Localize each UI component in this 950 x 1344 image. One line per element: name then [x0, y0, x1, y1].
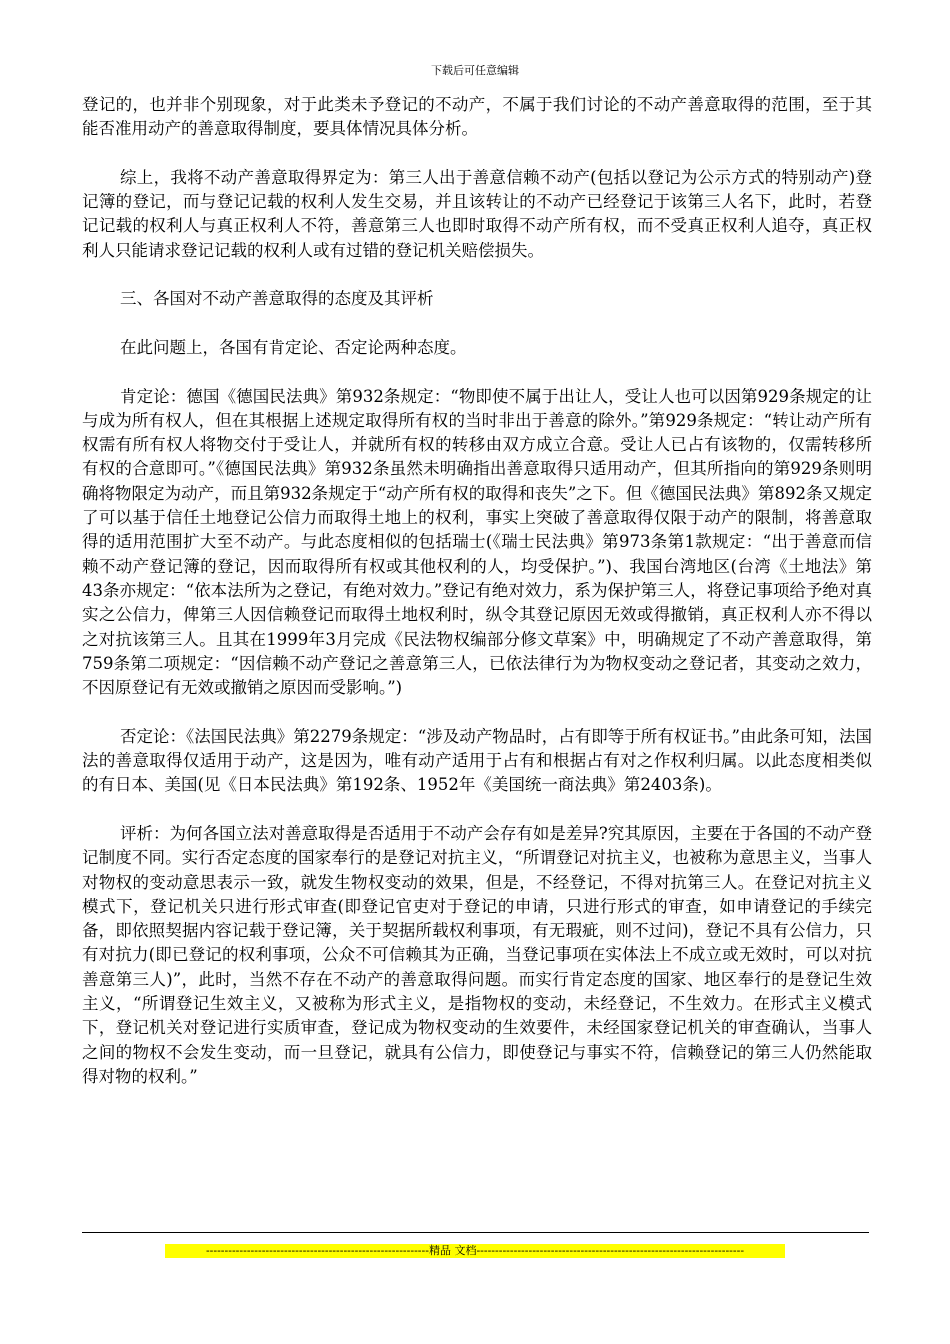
footer-banner: ------------------------------------------------------------精品 文档------------------------------------------------------------------------ [165, 1244, 785, 1258]
paragraph-intro: 在此问题上，各国有肯定论、否定论两种态度。 [120, 337, 467, 357]
paragraph-affirmative: 肯定论：德国《德国民法典》第932条规定：“物即使不属于出让人，受让人也可以因第929条规定的让与成为所有权人，但在其根据上述规定取得所有权的当时非出于善意的除外。”第929条规定：“转让动产所有权需有所有权人将物交付于受让人，并就所有权的转移由双方成立合意。受让人已占有该物的，仅需转移所有权的合意即可。”《德国民法典》第932条虽然未明确指出善意取得只适用动产，但其所指向的第929条则明确将物限定为动产，而且第932条规定于“动产所有权的取得和丧失”之下。但《德国民法典》第892条又规定了可以基于信任土地登记公信力而取得土地上的权利，事实上突破了善意取得仅限于动产的限制，将善意取得的适用范围扩大至不动产。与此态度相似的包括瑞士(《瑞士民法典》第973条第1款规定：“出于善意而信赖不动产登记簿的登记，因而取得所有权或其他权利的人，均受保护。”)、我国台湾地区(台湾《土地法》第43条亦规定：“依本法所为之登记，有绝对效力。”登记有绝对效力，系为保护第三人，将登记事项给予绝对真实之公信力，俾第三人因信赖登记而取得土地权利时，纵令其登记原因无效或得撤销，真正权利人亦不得以之对抗该第三人。且其在1999年3月完成《民法物权编部分修文草案》中，明确规定了不动产善意取得，第759条第二项规定：“因信赖不动产登记之善意第三人，已依法律行为为物权变动之登记者，其变动之效力，不因原登记有无效或撤销之原因而受影响。”) [82, 386, 872, 698]
section-heading: 三、各国对不动产善意取得的态度及其评析 [120, 289, 434, 309]
paragraph-negative: 否定论：《法国民法典》第2279条规定：“涉及动产物品时，占有即等于所有权证书。”由此条可知，法国法的善意取得仅适用于动产，这是因为，唯有动产适用于占有和根据占有对之作权利归属。以此态度相类似的有日本、美国(见《日本民法典》第192条、1952年《美国统一商法典》第2403条)。 [82, 726, 872, 795]
paragraph-continuation: 登记的，也并非个别现象，对于此类未予登记的不动产，不属于我们讨论的不动产善意取得的范围，至于其能否准用动产的善意取得制度，要具体情况具体分析。 [82, 95, 872, 139]
page-header: 下载后可任意编辑 [431, 64, 519, 77]
paragraph-analysis: 评析：为何各国立法对善意取得是否适用于不动产会存有如是差异?究其原因，主要在于各国的不动产登记制度不同。实行否定态度的国家奉行的是登记对抗主义，“所谓登记对抗主义，也被称为意思主义，当事人对物权的变动意思表示一致，就发生物权变动的效果，但是，不经登记，不得对抗第三人。在登记对抗主义模式下，登记机关只进行形式审查(即登记官吏对于登记的申请，只进行形式的审查，如申请登记的手续完备，即依照契据内容记载于登记簿，关于契据所载权利事项，有无瑕疵，则不过问)，登记不具有公信力，只有对抗力(即已登记的权利事项，公众不可信赖其为正确，当登记事项在实体法上不成立或无效时，可以对抗善意第三人)”，此时，当然不存在不动产的善意取得问题。而实行肯定态度的国家、地区奉行的是登记生效主义，“所谓登记生效主义，又被称为形式主义，是指物权的变动，未经登记，不生效力。在形式主义模式下，登记机关对登记进行实质审查，登记成为物权变动的生效要件，未经国家登记机关的审查确认，当事人之间的物权不会发生变动，而一旦登记，就具有公信力，即使登记与事实不符，信赖登记的第三人仍然能取得对物的权利。” [82, 823, 872, 1086]
document-body [82, 93, 872, 1089]
paragraph-definition: 综上，我将不动产善意取得界定为：第三人出于善意信赖不动产(包括以登记为公示方式的特别动产)登记簿的登记，而与登记记载的权利人发生交易，并且该转让的不动产已经登记于该第三人名下，此时，若登记记载的权利人与真正权利人不符，善意第三人也即时取得不动产所有权，而不受真正权利人追夺，真正权利人只能请求登记记载的权利人或有过错的登记机关赔偿损失。 [82, 167, 872, 260]
footer-divider [82, 1232, 869, 1233]
